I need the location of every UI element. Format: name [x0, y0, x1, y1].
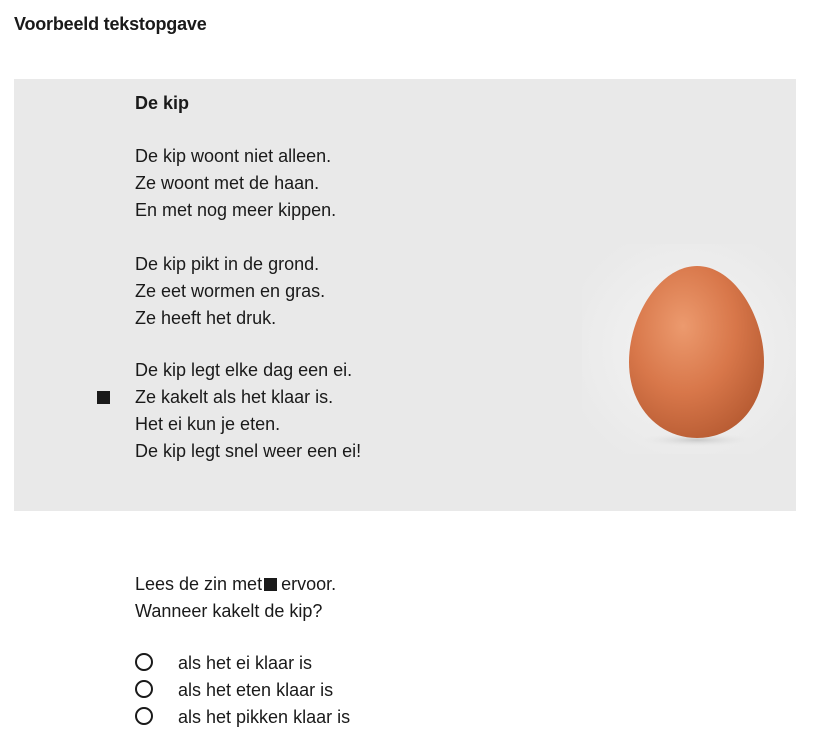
- story-line: De kip legt elke dag een ei.: [135, 360, 353, 380]
- story-title: De kip: [135, 93, 190, 113]
- stanza-2: [135, 251, 325, 332]
- option-label: als het eten klaar is: [178, 680, 334, 700]
- story-line: De kip pikt in de grond.: [135, 254, 320, 274]
- instruction-text-before: Lees de zin met: [135, 574, 263, 594]
- story-line: Ze heeft het druk.: [135, 308, 277, 328]
- option-label: als het pikken klaar is: [178, 707, 351, 727]
- story-line: Ze eet wormen en gras.: [135, 281, 326, 301]
- radio-button[interactable]: [135, 653, 153, 671]
- story-line: De kip legt snel weer een ei!: [135, 441, 362, 461]
- story-line: Ze woont met de haan.: [135, 173, 320, 193]
- story-line: Het ei kun je eten.: [135, 414, 281, 434]
- stanza-3: [135, 357, 361, 465]
- radio-button[interactable]: [135, 707, 153, 725]
- question-block: [135, 571, 336, 625]
- stanza-1: [135, 143, 336, 224]
- story-line: En met nog meer kippen.: [135, 200, 337, 220]
- option-label: als het ei klaar is: [178, 653, 313, 673]
- page-heading: Voorbeeld tekstopgave: [14, 14, 207, 34]
- question-prompt: Wanneer kakelt de kip?: [135, 601, 323, 621]
- story-line-marked: [135, 384, 361, 411]
- story-box: [14, 79, 796, 511]
- egg-image: [582, 244, 796, 454]
- instruction-text-after: ervoor.: [281, 574, 337, 594]
- marked-line-text: Ze kakelt als het klaar is.: [135, 387, 334, 407]
- story-line: De kip woont niet alleen.: [135, 146, 332, 166]
- radio-button[interactable]: [135, 680, 153, 698]
- black-square-marker-icon: [97, 391, 110, 404]
- black-square-icon: [264, 578, 277, 591]
- instruction-line: [135, 571, 336, 598]
